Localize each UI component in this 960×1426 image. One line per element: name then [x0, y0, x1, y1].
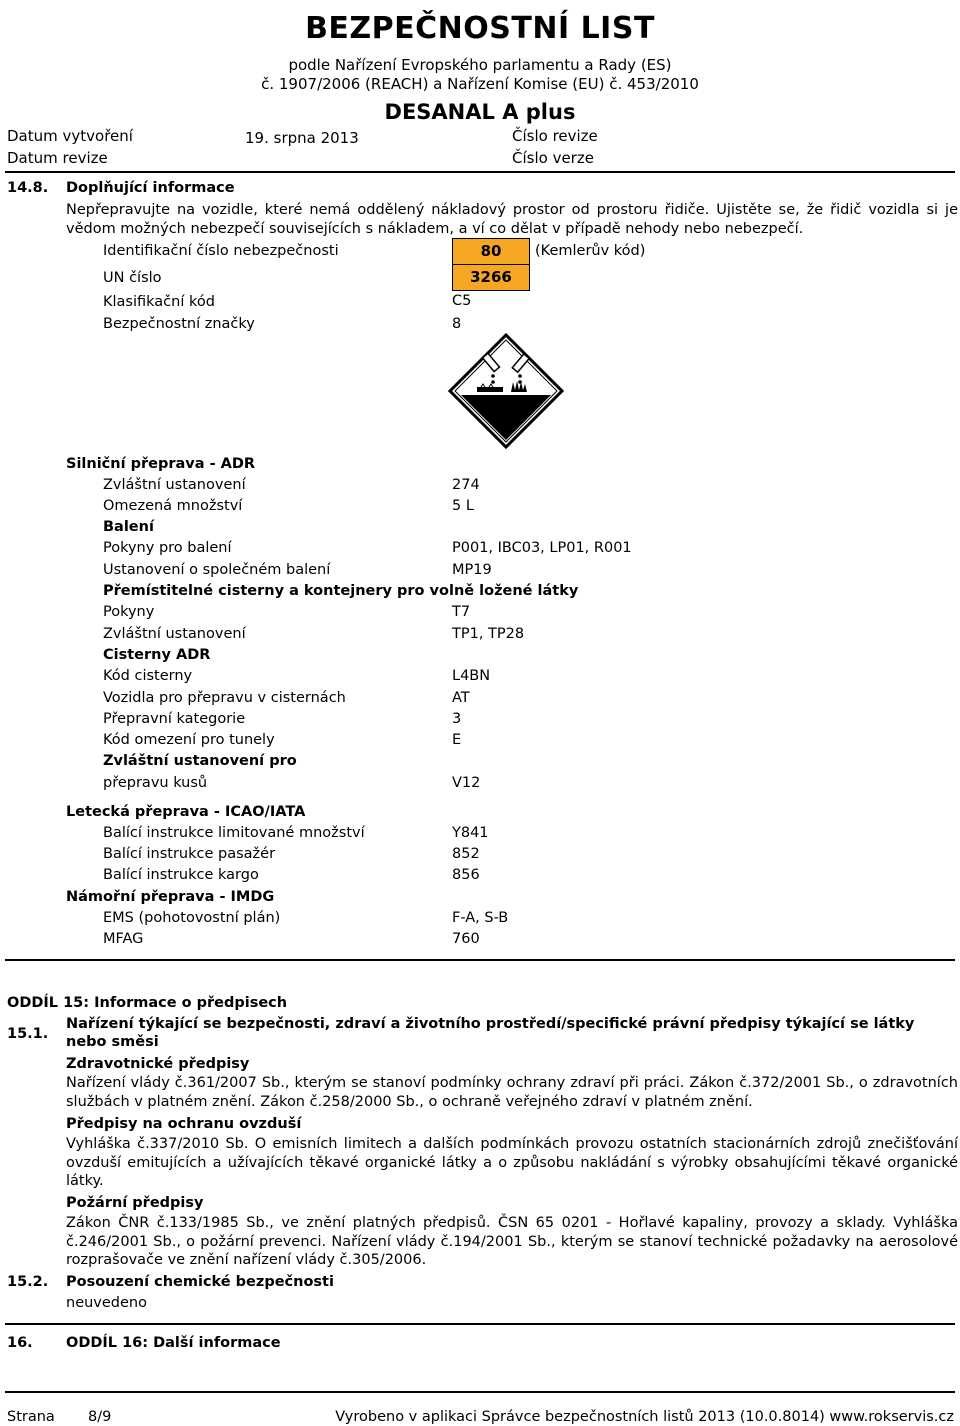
road-tanks-heading: Přemístitelné cisterny a kontejnery pro volně ložené látky [103, 583, 579, 599]
road-packing-label: Pokyny pro balení [103, 540, 232, 556]
road-carriage-label: přepravu kusů [103, 775, 208, 791]
header-divider [5, 171, 955, 173]
section-16-divider [5, 1323, 955, 1325]
road-category-label: Přepravní kategorie [103, 711, 246, 727]
section-16-heading: ODDÍL 16: Další informace [66, 1335, 281, 1351]
road-adr-tanks-heading: Cisterny ADR [103, 647, 211, 663]
fire-regulations-heading: Požární předpisy [66, 1195, 204, 1211]
road-limited-value: 5 L [452, 498, 474, 514]
section-15-divider [5, 959, 955, 961]
air-cargo-value: 856 [452, 867, 480, 883]
section-15-heading: ODDÍL 15: Informace o předpisech [7, 995, 288, 1011]
sea-mfag-value: 760 [452, 931, 480, 947]
road-tunnel-value: E [452, 732, 462, 748]
footer-page-number: 8/9 [88, 1409, 112, 1425]
document-subtitle-2: č. 1907/2006 (REACH) a Nařízení Komise (EU) č. 453/2010 [261, 75, 699, 93]
classification-code-value: C5 [452, 293, 472, 309]
footer-generator: Vyrobeno v aplikaci Správce bezpečnostních listů 2013 (10.0.8014) www.rokservis.cz [335, 1409, 954, 1425]
created-label: Datum vytvoření [7, 127, 133, 145]
air-limited-value: Y841 [452, 825, 489, 841]
road-tank-code-value: L4BN [452, 668, 491, 684]
section-15-1-number: 15.1. [7, 1026, 49, 1042]
section-15-2-text: neuvedeno [66, 1295, 147, 1311]
section-15-1-heading-line2: nebo směsi [66, 1034, 159, 1050]
road-mixed-value: MP19 [452, 562, 492, 578]
created-value: 19. srpna 2013 [245, 129, 359, 147]
road-tank-special-label: Zvláštní ustanovení [103, 626, 246, 642]
road-limited-label: Omezená množství [103, 498, 243, 514]
product-name: DESANAL A plus [384, 100, 576, 124]
version-no-label: Číslo verze [512, 149, 594, 167]
section-15-2-number: 15.2. [7, 1274, 49, 1290]
air-protection-heading: Předpisy na ochranu ovzduší [66, 1116, 302, 1132]
air-protection-text: Vyhláška č.337/2010 Sb. O emisních limitech a dalších podmínkách provozu ostatních stacionárních zdrojů znečišťování ovzduší emitujících a užívajících těkavé organické látky a o způsobu nakládání s výrobky obsahujícími těkavé organické látky. [66, 1136, 958, 1189]
road-heading: Silniční přeprava - ADR [66, 456, 256, 472]
road-mixed-label: Ustanovení o společném balení [103, 562, 331, 578]
sea-ems-label: EMS (pohotovostní plán) [103, 910, 281, 926]
road-instr-label: Pokyny [103, 604, 155, 620]
hazard-id-box: 80 [452, 238, 530, 265]
sea-mfag-label: MFAG [103, 931, 144, 947]
section-14-8-text: Nepřepravujte na vozidle, které nemá oddělený nákladový prostor od prostoru řidiče. Ujistěte se, že řidič vozidla si je vědom možných nebezpečí souvisejících s nákladem, a ví co dělat v případě nehody nebo nebezpečí. [66, 202, 958, 237]
safety-signs-value: 8 [452, 316, 462, 332]
un-number-label: UN číslo [103, 270, 162, 286]
air-cargo-label: Balící instrukce kargo [103, 867, 259, 883]
section-15-1-heading-line1: Nařízení týkající se bezpečnosti, zdraví a životního prostředí/specifické právní předpisy týkající se látky [66, 1016, 915, 1032]
road-instr-value: T7 [452, 604, 471, 620]
hazard-id-label: Identifikační číslo nebezpečnosti [103, 243, 339, 259]
air-passenger-label: Balící instrukce pasažér [103, 846, 276, 862]
health-regulations-text: Nařízení vlády č.361/2007 Sb., kterým se stanoví podmínky ochrany zdraví při práci. Zákon č.372/2001 Sb., o zdravotních službách v platném znění. Zákon č.258/2000 Sb., o ochraně veřejného zdraví v platném znění. [66, 1075, 958, 1110]
road-tank-special-value: TP1, TP28 [452, 626, 525, 642]
road-carriage-heading: Zvláštní ustanovení pro [103, 753, 297, 769]
footer-page-label: Strana [7, 1409, 55, 1425]
revision-date-label: Datum revize [7, 149, 108, 167]
road-vehicles-label: Vozidla pro přepravu v cisternách [103, 690, 346, 706]
kemler-note: (Kemlerův kód) [535, 243, 646, 259]
road-packing-heading: Balení [103, 519, 154, 535]
corrosive-hazard-icon [447, 332, 565, 450]
document-subtitle-1: podle Nařízení Evropského parlamentu a Rady (ES) [288, 56, 672, 74]
document-title: BEZPEČNOSTNÍ LIST [305, 11, 655, 46]
road-tank-code-label: Kód cisterny [103, 668, 193, 684]
fire-regulations-text: Zákon ČNR č.133/1985 Sb., ve znění platných předpisů. ČSN 65 0201 - Hořlavé kapaliny, provozy a sklady. Vyhláška č.246/2001 Sb., o požární prevenci. Nařízení vlády č.194/2001 Sb., kterým se stanoví technické požadavky na aerosolové rozprašovače ve znění nařízení vlády č.305/2006. [66, 1215, 958, 1268]
footer-divider [5, 1391, 955, 1393]
road-special-value: 274 [452, 477, 480, 493]
section-16-number: 16. [7, 1335, 33, 1351]
un-number-box: 3266 [452, 264, 530, 291]
section-15-2-heading: Posouzení chemické bezpečnosti [66, 1274, 334, 1290]
road-category-value: 3 [452, 711, 462, 727]
road-tunnel-label: Kód omezení pro tunely [103, 732, 275, 748]
safety-signs-label: Bezpečnostní značky [103, 316, 255, 332]
air-limited-label: Balící instrukce limitované množství [103, 825, 365, 841]
classification-code-label: Klasifikační kód [103, 294, 215, 310]
road-packing-value: P001, IBC03, LP01, R001 [452, 540, 632, 556]
section-14-8-number: 14.8. [7, 180, 49, 196]
road-special-label: Zvláštní ustanovení [103, 477, 246, 493]
air-passenger-value: 852 [452, 846, 480, 862]
road-vehicles-value: AT [452, 690, 470, 706]
air-heading: Letecká přeprava - ICAO/IATA [66, 804, 306, 820]
sea-heading: Námořní přeprava - IMDG [66, 889, 275, 905]
sea-ems-value: F-A, S-B [452, 910, 509, 926]
revision-no-label: Číslo revize [512, 127, 598, 145]
health-regulations-heading: Zdravotnické předpisy [66, 1056, 250, 1072]
road-carriage-value: V12 [452, 775, 481, 791]
section-14-8-heading: Doplňující informace [66, 180, 235, 196]
